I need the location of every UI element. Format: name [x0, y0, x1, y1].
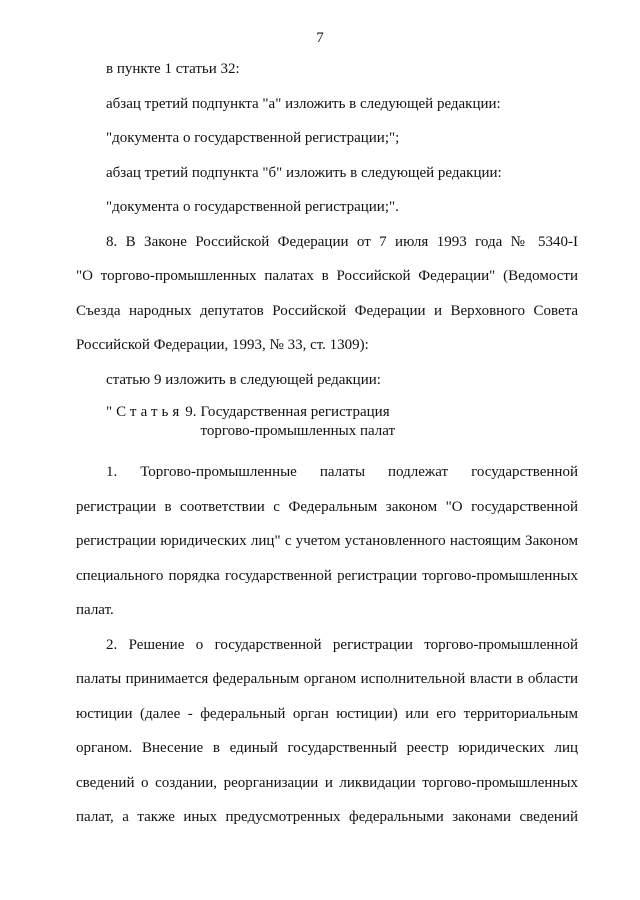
document-body: [76, 52, 578, 835]
article-heading: [76, 397, 578, 455]
paragraph-line: 8. В Законе Российской Федерации от 7 июля 1993 года № 5340-I: [106, 233, 578, 250]
paragraph-line: 1. Торгово-промышленные палаты подлежат государственной: [106, 464, 578, 480]
paragraph-line: юстиции (далее - федеральный орган юстиции) или его территориальным: [76, 705, 578, 722]
paragraph-line: сведений о создании, реорганизации и ликвидации торгово-промышленных: [76, 774, 578, 791]
paragraph-subpoint-a-text: "документа о государственной регистрации;";: [106, 130, 400, 146]
article-title-line: Государственная регистрация: [200, 404, 390, 420]
article-title-line: торгово-промышленных палат: [200, 423, 396, 439]
paragraph-amendment-intro: в пункте 1 статьи 32:: [106, 61, 240, 77]
paragraph-line: органом. Внесение в единый государственный реестр юридических лиц: [76, 740, 578, 756]
paragraph-article-9-point-2: [76, 628, 578, 835]
article-number: 9.: [185, 404, 197, 420]
paragraph-line: специального порядка государственной регистрации торгово-промышленных: [76, 567, 578, 584]
paragraph-law-5340: [76, 225, 578, 363]
paragraph-line: регистрации в соответствии с Федеральным законом "О государственной: [76, 498, 578, 515]
paragraph-line: Съезда народных депутатов Российской Федерации и Верховного Совета: [76, 302, 578, 319]
page-number: 7: [316, 30, 324, 46]
paragraph-line: палат, а также иных предусмотренных федеральными законами сведений: [76, 809, 578, 825]
paragraph-line: "О торгово-промышленных палатах в Российской Федерации" (Ведомости: [76, 268, 578, 284]
paragraph-line: регистрации юридических лиц" с учетом установленного настоящим Законом: [76, 533, 578, 549]
paragraph-line: Российской Федерации, 1993, № 33, ст. 1309):: [76, 337, 369, 353]
paragraph-subpoint-a-instruction: абзац третий подпункта "а" изложить в следующей редакции:: [106, 95, 501, 112]
paragraph-subpoint-b-text: "документа о государственной регистрации;".: [106, 199, 399, 215]
paragraph-article-9-point-1: [76, 455, 578, 628]
article-word: "Статья: [106, 404, 184, 420]
paragraph-line: палаты принимается федеральным органом исполнительной власти в области: [76, 671, 578, 687]
paragraph-line: палат.: [76, 602, 114, 618]
paragraph-article-9-instruction: статью 9 изложить в следующей редакции:: [106, 371, 381, 388]
paragraph-line: 2. Решение о государственной регистрации торгово-промышленной: [106, 636, 578, 653]
article-title: [200, 403, 395, 441]
paragraph-subpoint-b-instruction: абзац третий подпункта "б" изложить в следующей редакции:: [106, 164, 502, 181]
